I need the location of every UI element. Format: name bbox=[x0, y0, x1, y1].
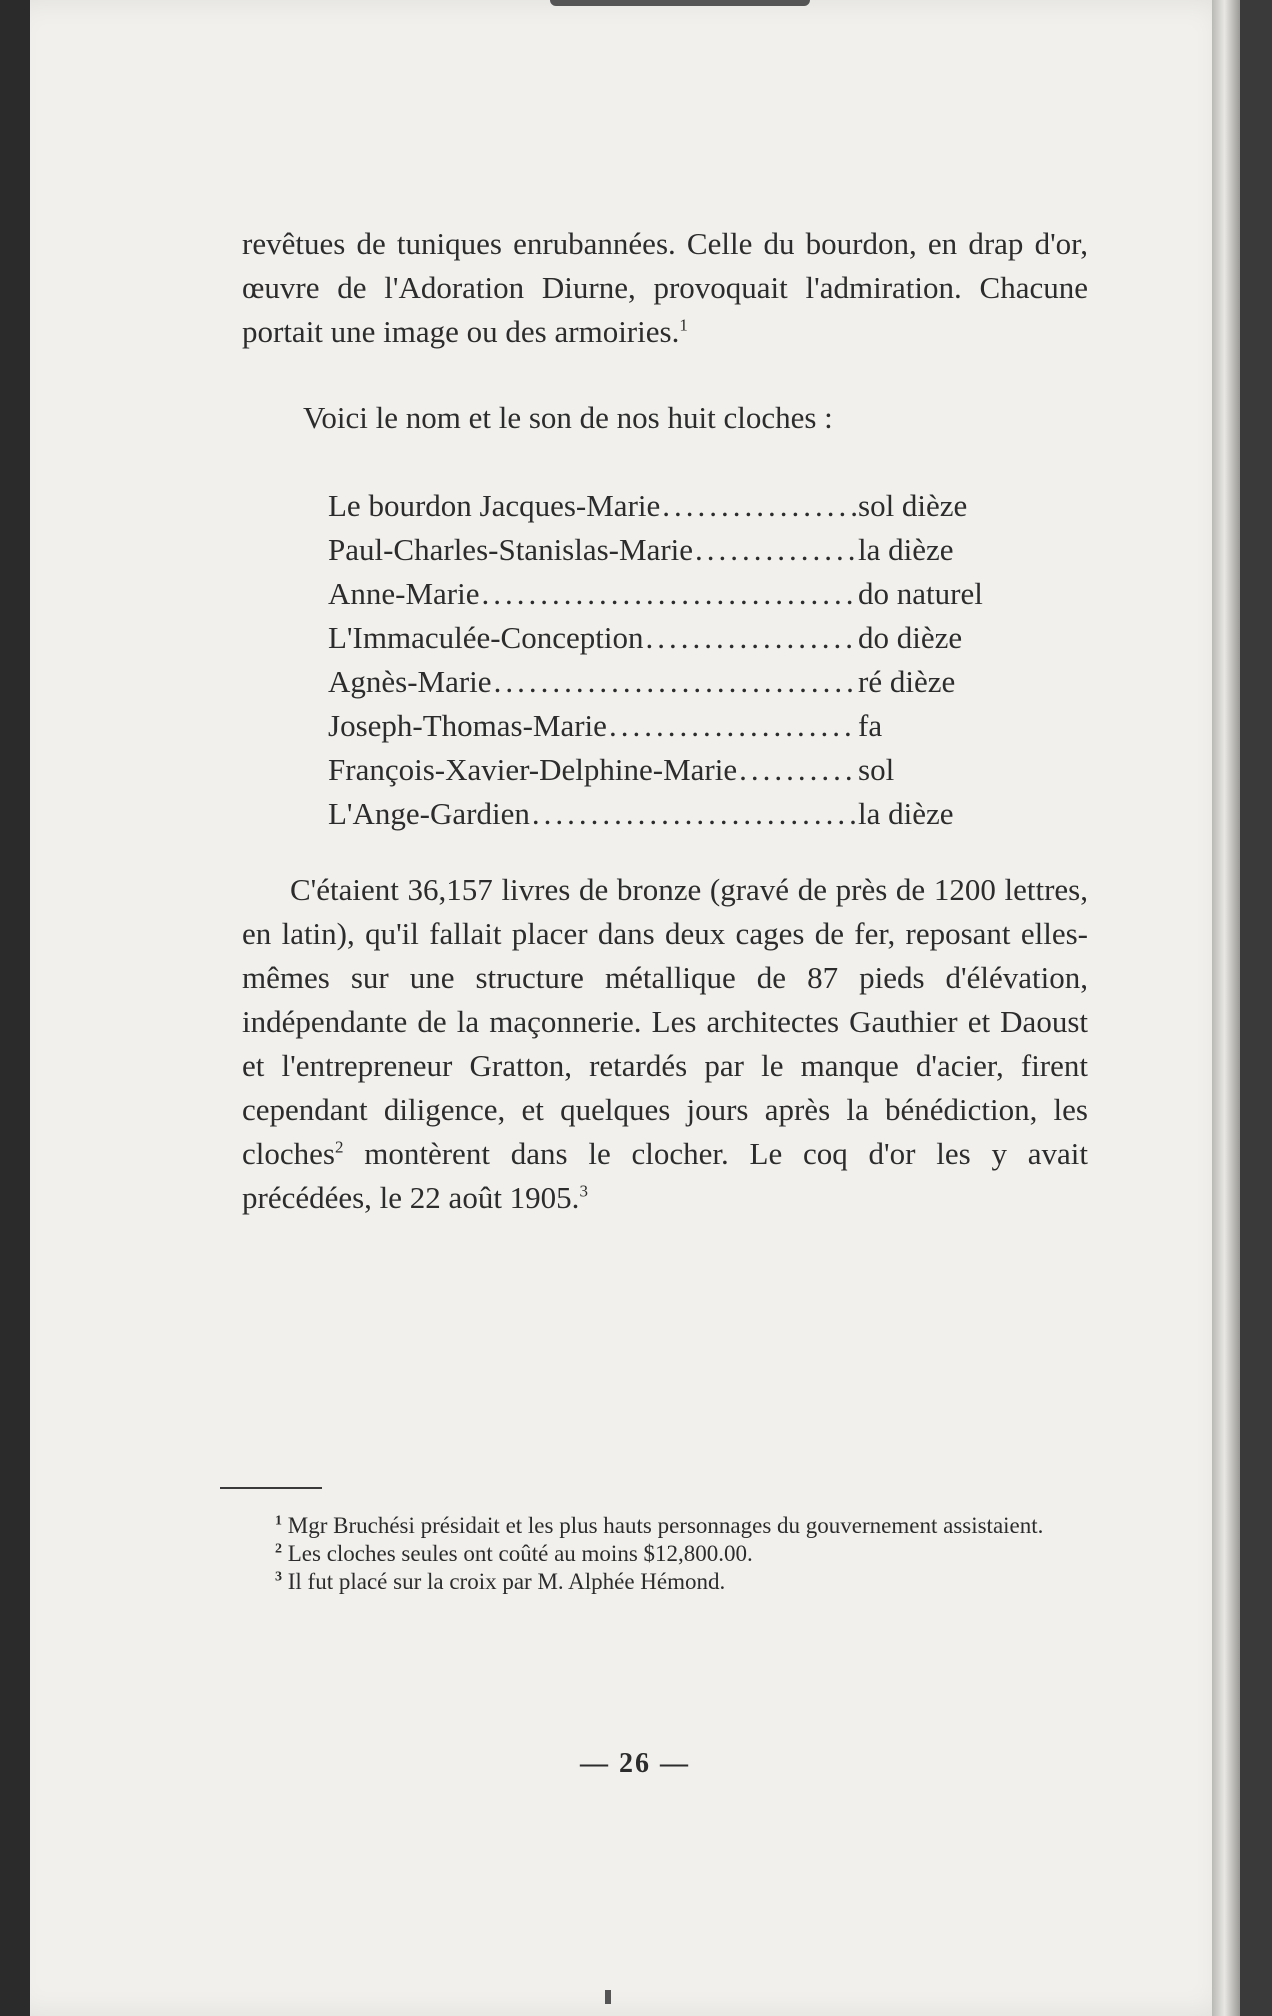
bell-list bbox=[328, 484, 1008, 836]
page bbox=[30, 0, 1240, 2016]
footnote-text: Mgr Bruchési présidait et les plus hauts personnages du gouvernement assistaient. bbox=[287, 1513, 1044, 1538]
paragraph-2-text-a: C'étaient 36,157 livres de bronze (gravé de près de 1200 lettres, en latin), qu'il fallait placer dans deux cages de fer, reposant elles-mêmes sur une structure métallique de 87 pieds d'élévation, indépendante de la maçonnerie. Les architectes Gauthier et Daoust et l'entrepreneur Gratton, retardés par le manque d'acier, firent cependant diligence, et quelques jours après la bénédiction, les cloches bbox=[242, 872, 1088, 1171]
footnote-3 bbox=[220, 1568, 1060, 1596]
footnote-number: 3 bbox=[275, 1569, 282, 1585]
bell-row bbox=[328, 748, 1008, 792]
scan-background bbox=[1240, 0, 1272, 2016]
footnote-ref-2: 2 bbox=[334, 1137, 344, 1157]
leader-dots bbox=[695, 528, 856, 572]
footnote-number: 1 bbox=[275, 1513, 282, 1529]
page-edge bbox=[1212, 0, 1240, 2016]
bell-row bbox=[328, 660, 1008, 704]
paragraph-2-text-b: montèrent dans le clocher. Le coq d'or les y avait précédées, le 22 août 1905. bbox=[242, 1136, 1088, 1215]
footnotes bbox=[220, 1512, 1060, 1596]
bell-name: Agnès-Marie bbox=[328, 664, 492, 699]
bell-note: sol dièze bbox=[858, 488, 968, 523]
bell-note: fa bbox=[858, 708, 883, 743]
bell-name: Anne-Marie bbox=[328, 576, 480, 611]
footnote-ref-1: 1 bbox=[679, 315, 688, 335]
bell-row bbox=[328, 484, 1008, 528]
paragraph-1 bbox=[242, 222, 1088, 354]
footnote-number: 2 bbox=[275, 1541, 282, 1557]
bell-row bbox=[328, 572, 1008, 616]
bell-note: sol bbox=[858, 752, 895, 787]
bell-note: la dièze bbox=[858, 796, 954, 831]
scan-artifact bbox=[550, 0, 810, 6]
bell-name: Paul-Charles-Stanislas-Marie bbox=[328, 532, 694, 567]
bell-note: ré dièze bbox=[858, 664, 956, 699]
bell-name: L'Ange-Gardien bbox=[328, 796, 530, 831]
leader-dots bbox=[482, 572, 857, 616]
leader-dots bbox=[494, 660, 856, 704]
footnote-text: Il fut placé sur la croix par M. Alphée Hémond. bbox=[287, 1569, 726, 1594]
leader-dots bbox=[532, 792, 856, 836]
footnote-2 bbox=[220, 1540, 1060, 1568]
bell-name: L'Immaculée-Conception bbox=[328, 620, 644, 655]
scan-artifact bbox=[605, 1990, 611, 2004]
bell-row bbox=[328, 792, 1008, 836]
footnote-text: Les cloches seules ont coûté au moins $12,800.00. bbox=[287, 1541, 753, 1566]
leader-dots bbox=[662, 484, 856, 528]
footnote-1 bbox=[220, 1512, 1060, 1540]
page-number: — 26 — bbox=[580, 1748, 690, 1779]
footnote-divider bbox=[220, 1487, 322, 1489]
leader-dots bbox=[739, 748, 856, 792]
leader-dots bbox=[609, 704, 856, 748]
bell-name: Le bourdon Jacques-Marie bbox=[328, 488, 661, 523]
bell-note: do naturel bbox=[858, 576, 983, 611]
bell-list-intro: Voici le nom et le son de nos huit cloches : bbox=[303, 400, 833, 435]
bell-row bbox=[328, 704, 1008, 748]
bell-note: la dièze bbox=[858, 532, 954, 567]
paragraph-1-text: revêtues de tuniques enrubannées. Celle du bourdon, en drap d'or, œuvre de l'Adoration Diurne, provoquait l'admiration. Chacune portait une image ou des armoiries. bbox=[242, 226, 1088, 349]
footnote-ref-3: 3 bbox=[579, 1181, 588, 1201]
bell-note: do dièze bbox=[858, 620, 963, 655]
leader-dots bbox=[645, 616, 856, 660]
bell-row bbox=[328, 528, 1008, 572]
bell-name: Joseph-Thomas-Marie bbox=[328, 708, 607, 743]
bell-row bbox=[328, 616, 1008, 660]
paragraph-2 bbox=[242, 868, 1088, 1220]
bell-name: François-Xavier-Delphine-Marie bbox=[328, 752, 738, 787]
